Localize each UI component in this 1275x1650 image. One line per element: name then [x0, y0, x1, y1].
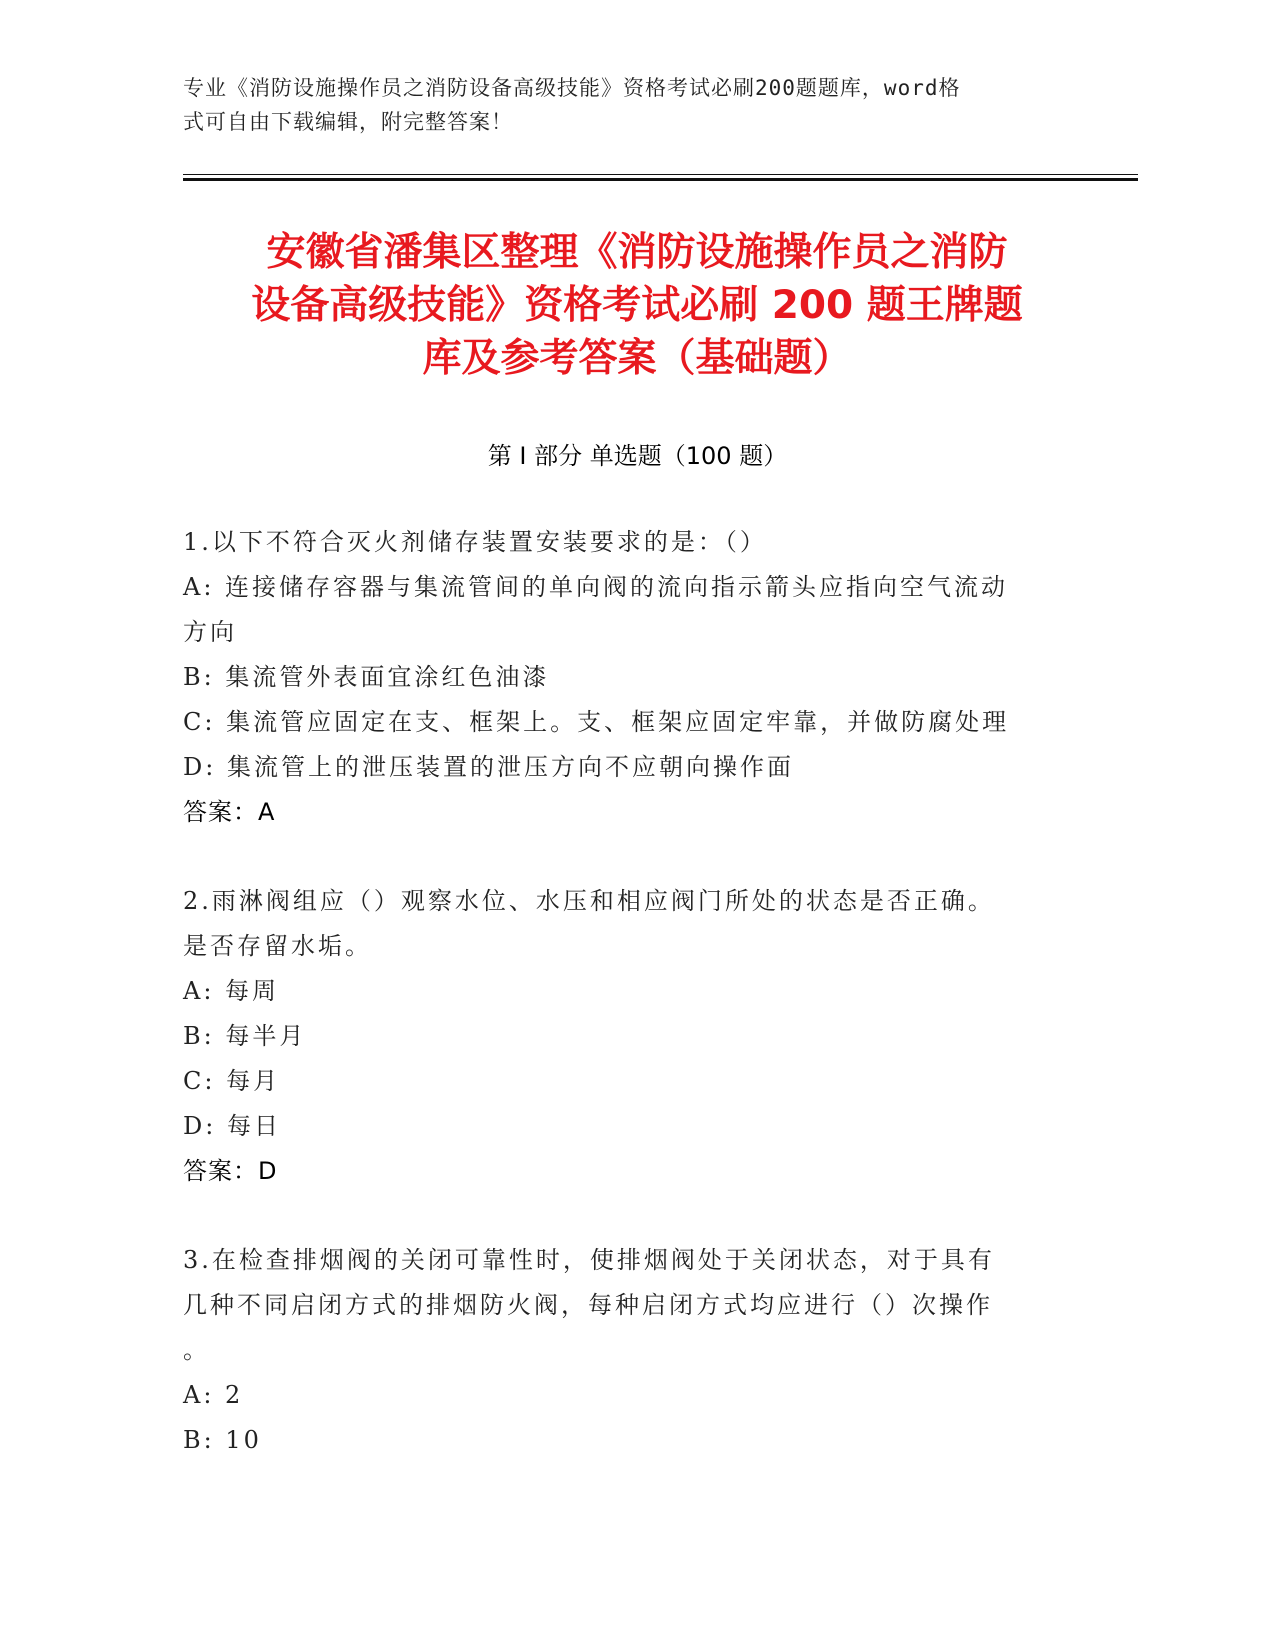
option-line: B: 每半月: [183, 1022, 307, 1050]
question-item: [183, 879, 1063, 1194]
section-title: 第 I 部分 单选题（100 题）: [487, 442, 788, 470]
question-stem: 3.在检查排烟阀的关闭可靠性时，使排烟阀处于关闭状态，对于具有: [183, 1246, 995, 1274]
answer-label: 答案：D: [183, 1157, 278, 1185]
option-line: B: 集流管外表面宜涂红色油漆: [183, 663, 550, 691]
question-list: [183, 520, 1063, 1507]
question-stem: 2.雨淋阀组应（）观察水位、水压和相应阀门所处的状态是否正确。: [183, 887, 995, 915]
title-line: 安徽省潘集区整理《消防设施操作员之消防: [266, 230, 1008, 275]
option-line: C: 集流管应固定在支、框架上。支、框架应固定牢靠，并做防腐处理: [183, 708, 1010, 736]
question-item: [183, 1238, 1063, 1463]
header-divider-thin: [183, 174, 1138, 175]
option-line: 方向: [183, 618, 237, 646]
document-title: [150, 226, 1124, 385]
header-divider-thick: [183, 178, 1138, 181]
option-line: C: 每月: [183, 1067, 281, 1095]
question-stem: 1.以下不符合灭火剂储存装置安装要求的是：（）: [183, 528, 767, 556]
title-line: 库及参考答案（基础题）: [422, 336, 852, 381]
document-header-note: [183, 71, 1063, 139]
option-line: D: 每日: [183, 1112, 281, 1140]
question-stem: 。: [183, 1336, 210, 1364]
option-line: A: 每周: [183, 977, 280, 1005]
title-line: 设备高级技能》资格考试必刷 200 题王牌题: [251, 283, 1023, 328]
question-item: [183, 520, 1063, 835]
question-stem: 几种不同启闭方式的排烟防火阀，每种启闭方式均应进行（）次操作: [183, 1291, 993, 1319]
answer-label: 答案：A: [183, 798, 276, 826]
question-stem: 是否存留水垢。: [183, 932, 372, 960]
header-note-line: 式可自由下载编辑，附完整答案！: [183, 110, 513, 134]
header-note-line: 专业《消防设施操作员之消防设备高级技能》资格考试必刷200题题库，word格: [183, 76, 961, 100]
option-line: B: 10: [183, 1426, 262, 1454]
option-line: A: 连接储存容器与集流管间的单向阀的流向指示箭头应指向空气流动: [183, 573, 1009, 601]
option-line: A: 2: [183, 1381, 244, 1409]
option-line: D: 集流管上的泄压装置的泄压方向不应朝向操作面: [183, 753, 794, 781]
